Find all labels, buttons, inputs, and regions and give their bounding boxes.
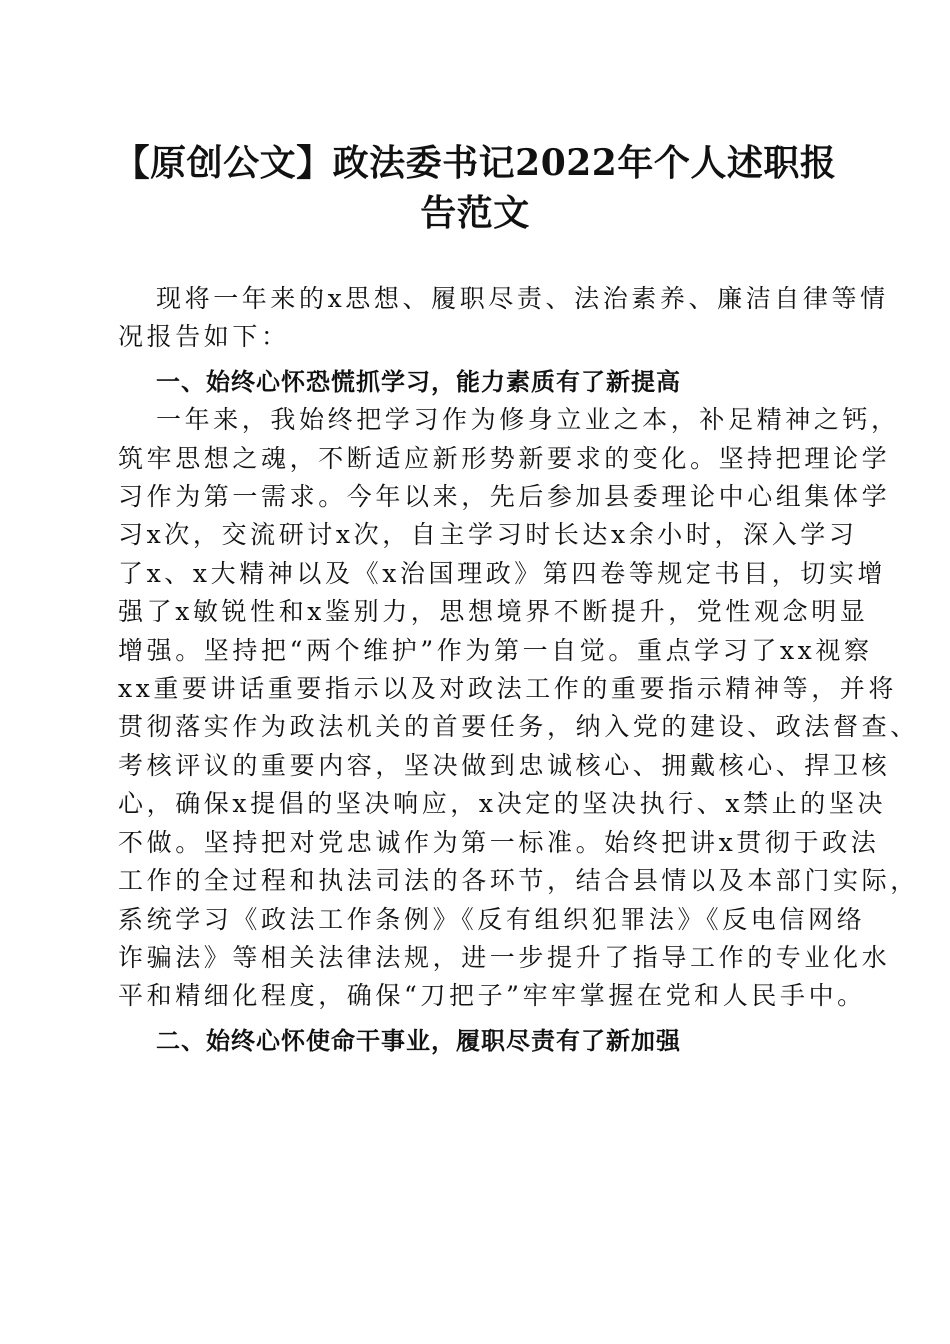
paragraph-line: 筑牢思想之魂，不断适应新形势新要求的变化。坚持把理论学 xyxy=(118,443,891,473)
paragraph-line: xx重要讲话重要指示以及对政法工作的重要指示精神等，并将 xyxy=(118,674,898,704)
heading-text: 二、始终心怀使命干事业，履职尽责有了新加强 xyxy=(156,1026,681,1055)
paragraph-line: 工作的全过程和执法司法的各环节，结合县情以及本部门实际， xyxy=(118,866,919,896)
document-title xyxy=(110,138,840,238)
heading-text: 一、始终心怀恐慌抓学习，能力素质有了新提高 xyxy=(156,367,681,396)
paragraph-line: 一年来，我始终把学习作为修身立业之本，补足精神之钙， xyxy=(156,405,900,435)
section-heading-2 xyxy=(118,1022,834,1060)
paragraph-line: 强了x敏锐性和x鉴别力，思想境界不断提升，党性观念明显 xyxy=(118,597,869,627)
paragraph-line: 心，确保x提倡的坚决响应，x决定的坚决执行、x禁止的坚决 xyxy=(118,789,887,819)
title-line-2: 告范文 xyxy=(420,192,530,234)
paragraph-line: 系统学习《政法工作条例》《反有组织犯罪法》《反电信网络 xyxy=(118,904,866,934)
paragraph-line: 了x、x大精神以及《x治国理政》第四卷等规定书目，切实增 xyxy=(118,558,887,588)
document-body xyxy=(118,280,919,1060)
paragraph-line: 习x次，交流研讨x次，自主学习时长达x余小时，深入学习 xyxy=(118,520,858,550)
intro-line: 况报告如下： xyxy=(118,322,290,352)
intro-line: 现将一年来的x思想、履职尽责、法治素养、廉洁自律等情 xyxy=(156,284,889,313)
paragraph-line: 贯彻落实作为政法机关的首要任务，纳入党的建设、政法督查、 xyxy=(118,712,919,742)
paragraph-line: 增强。坚持把“两个维护”作为第一自觉。重点学习了xx视察 xyxy=(118,635,873,665)
paragraph-line: 习作为第一需求。今年以来，先后参加县委理论中心组集体学 xyxy=(118,482,891,512)
section-heading-1 xyxy=(118,363,834,401)
paragraph-line: 考核评议的重要内容，坚决做到忠诚核心、拥戴核心、捍卫核 xyxy=(118,750,891,780)
paragraph-line: 诈骗法》等相关法律法规，进一步提升了指导工作的专业化水 xyxy=(118,942,891,972)
section-1-paragraph xyxy=(118,401,919,1016)
intro-paragraph xyxy=(118,280,889,357)
title-line-1: 【原创公文】政法委书记2022年个人述职报 xyxy=(113,142,837,184)
paragraph-line: 平和精细化程度，确保“刀把子”牢牢掌握在党和人民手中。 xyxy=(118,981,866,1011)
paragraph-line: 不做。坚持把对党忠诚作为第一标准。始终把讲x贯彻于政法 xyxy=(118,827,880,857)
